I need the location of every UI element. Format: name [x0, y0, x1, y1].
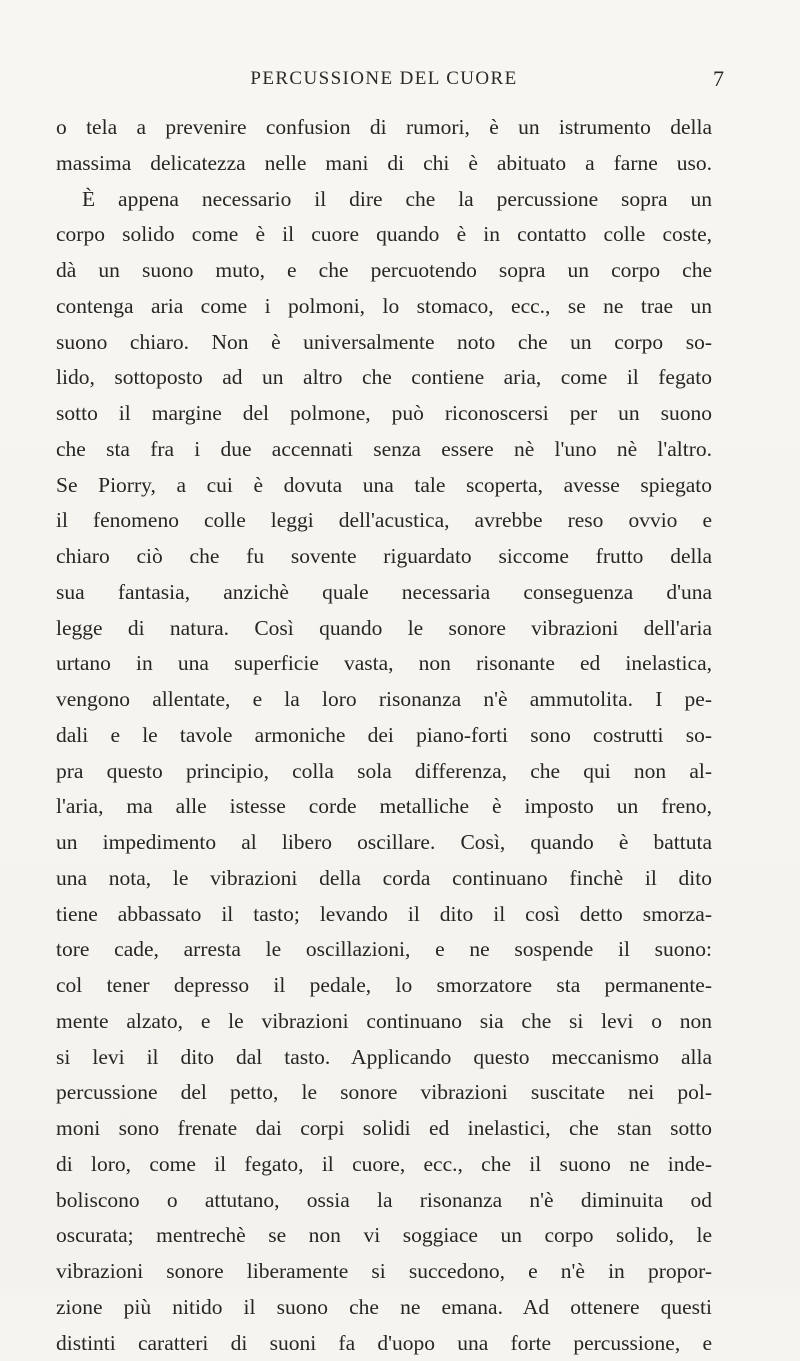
text-line: di loro, come il fegato, il cuore, ecc., che il suono ne inde- — [56, 1147, 712, 1183]
page-header — [56, 66, 712, 96]
text-line: dà un suono muto, e che percuotendo sopra un corpo che — [56, 253, 712, 289]
text-line: sotto il margine del polmone, può riconoscersi per un suono — [56, 396, 712, 432]
text-line: pra questo principio, colla sola differenza, che qui non al- — [56, 754, 712, 790]
text-line: il fenomeno colle leggi dell'acustica, avrebbe reso ovvio e — [56, 503, 712, 539]
text-line: urtano in una superficie vasta, non risonante ed inelastica, — [56, 646, 712, 682]
text-line: o tela a prevenire confusion di rumori, è un istrumento della — [56, 110, 712, 146]
text-line: tiene abbassato il tasto; levando il dito il così detto smorza- — [56, 897, 712, 933]
text-line: tore cade, arresta le oscillazioni, e ne sospende il suono: — [56, 932, 712, 968]
text-line: mente alzato, e le vibrazioni continuano sia che si levi o non — [56, 1004, 712, 1040]
text-line: dali e le tavole armoniche dei piano-forti sono costrutti so- — [56, 718, 712, 754]
text-line: si levi il dito dal tasto. Applicando questo meccanismo alla — [56, 1040, 712, 1076]
text-line: col tener depresso il pedale, lo smorzatore sta permanente- — [56, 968, 712, 1004]
text-line: chiaro ciò che fu sovente riguardato siccome frutto della — [56, 539, 712, 575]
text-line: massima delicatezza nelle mani di chi è abituato a farne uso. — [56, 146, 712, 182]
text-line: l'aria, ma alle istesse corde metalliche è imposto un freno, — [56, 789, 712, 825]
body-text — [56, 110, 712, 1361]
text-line: distinti caratteri di suoni fa d'uopo una forte percussione, e — [56, 1326, 712, 1361]
text-line: contenga aria come i polmoni, lo stomaco, ecc., se ne trae un — [56, 289, 712, 325]
text-line: oscurata; mentrechè se non vi soggiace un corpo solido, le — [56, 1218, 712, 1254]
text-line: zione più nitido il suono che ne emana. Ad ottenere questi — [56, 1290, 712, 1326]
text-line: una nota, le vibrazioni della corda continuano finchè il dito — [56, 861, 712, 897]
text-line: corpo solido come è il cuore quando è in contatto colle coste, — [56, 217, 712, 253]
text-line: boliscono o attutano, ossia la risonanza n'è diminuita od — [56, 1183, 712, 1219]
text-line: moni sono frenate dai corpi solidi ed inelastici, che stan sotto — [56, 1111, 712, 1147]
text-line: che sta fra i due accennati senza essere nè l'uno nè l'altro. — [56, 432, 712, 468]
text-line: legge di natura. Così quando le sonore vibrazioni dell'aria — [56, 611, 712, 647]
text-line: suono chiaro. Non è universalmente noto che un corpo so- — [56, 325, 712, 361]
text-line: vengono allentate, e la loro risonanza n'è ammutolita. I pe- — [56, 682, 712, 718]
text-line: Se Piorry, a cui è dovuta una tale scoperta, avesse spiegato — [56, 468, 712, 504]
text-line: percussione del petto, le sonore vibrazioni suscitate nei pol- — [56, 1075, 712, 1111]
text-line: vibrazioni sonore liberamente si succedono, e n'è in propor- — [56, 1254, 712, 1290]
text-line: È appena necessario il dire che la percussione sopra un — [56, 182, 712, 218]
page-number: 7 — [713, 66, 724, 92]
text-line: un impedimento al libero oscillare. Così, quando è battuta — [56, 825, 712, 861]
text-line: sua fantasia, anzichè quale necessaria conseguenza d'una — [56, 575, 712, 611]
running-title: PERCUSSIONE DEL CUORE — [56, 68, 712, 90]
text-line: lido, sottoposto ad un altro che contiene aria, come il fegato — [56, 360, 712, 396]
